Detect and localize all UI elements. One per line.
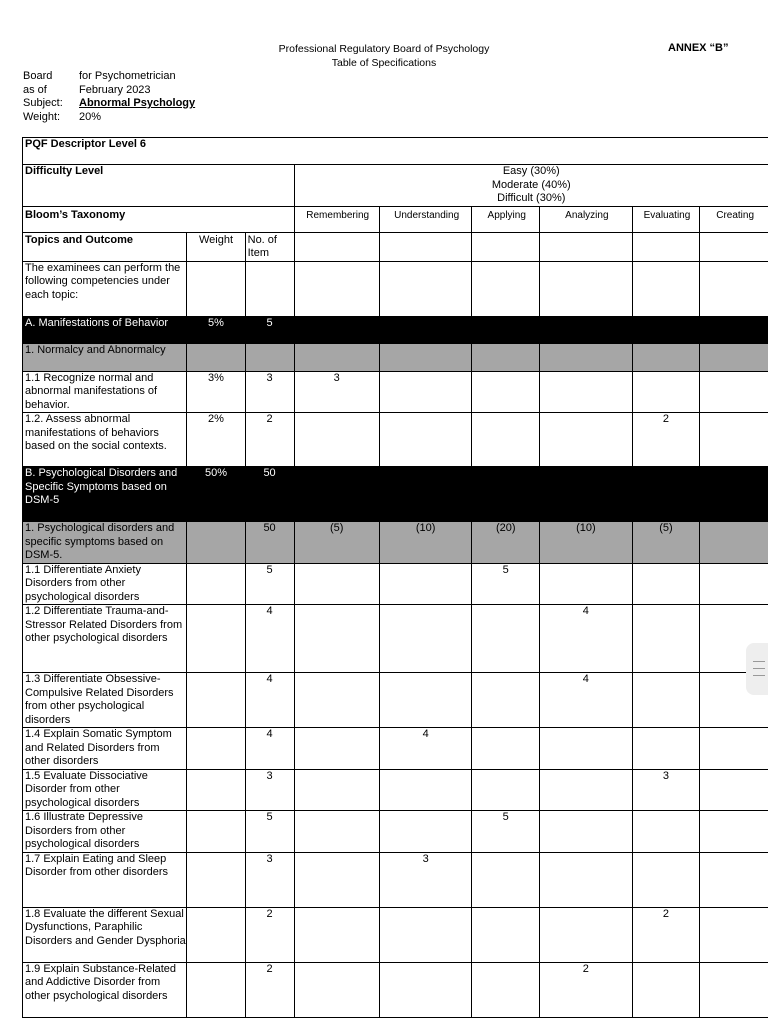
items-cell: 3: [245, 769, 294, 811]
pqf-descriptor: PQF Descriptor Level 6: [23, 138, 768, 165]
level-cell: [379, 907, 472, 962]
meta-key: Board: [23, 70, 53, 82]
table-row: [23, 605, 768, 673]
level-cell: [700, 962, 768, 1017]
level-cell: [700, 769, 768, 811]
topic-cell: B. Psychological Disorders and Specific Symptoms based on DSM-5: [23, 467, 187, 522]
items-cell: 4: [245, 605, 294, 673]
items-cell: 5: [245, 316, 294, 343]
topic-cell: 1.2 Differentiate Trauma-and-Stressor Related Disorders from other psychological disorders: [23, 605, 187, 673]
level-cell: [294, 316, 379, 343]
difficulty-label: Difficulty Level: [23, 165, 295, 207]
level-cell: [540, 343, 633, 371]
topic-cell: 1.7 Explain Eating and Sleep Disorder from other disorders: [23, 852, 187, 907]
topic-cell: 1.4 Explain Somatic Symptom and Related Disorders from other disorders: [23, 728, 187, 770]
level-cell: [700, 728, 768, 770]
items-cell: 2: [245, 962, 294, 1017]
level-cell: 5: [472, 563, 540, 605]
annex-label: ANNEX “B”: [668, 42, 729, 54]
level-cell: [632, 371, 700, 413]
items-cell: 5: [245, 811, 294, 853]
level-cell: [632, 343, 700, 371]
level-cell: [700, 467, 768, 522]
level-cell: [540, 467, 633, 522]
document-title: Table of Specifications: [331, 57, 437, 69]
topic-cell: 1. Psychological disorders and specific symptoms based on DSM-5.: [23, 522, 187, 564]
level-cell: [632, 563, 700, 605]
level-cell: [379, 413, 472, 467]
difficulty-difficult: Difficult (30%): [497, 192, 566, 204]
level-cell: [294, 907, 379, 962]
level-cell: 3: [632, 769, 700, 811]
level-cell: 4: [540, 605, 633, 673]
weight-cell: [187, 673, 245, 728]
weight-cell: 5%: [187, 316, 245, 343]
weight-cell: [187, 343, 245, 371]
level-cell: [540, 563, 633, 605]
level-cell: [472, 769, 540, 811]
level-understanding: Understanding: [379, 206, 472, 232]
level-cell: [632, 316, 700, 343]
meta-value: February 2023: [79, 83, 151, 96]
topic-cell: 1.2. Assess abnormal manifestations of behaviors based on the social contexts.: [23, 413, 187, 467]
level-cell: 5: [472, 811, 540, 853]
level-cell: [632, 962, 700, 1017]
level-cell: [379, 371, 472, 413]
level-cell: [472, 467, 540, 522]
table-row: [23, 728, 768, 770]
topics-header: Topics and Outcome: [23, 232, 187, 261]
meta-key: Subject:: [23, 97, 63, 109]
topic-cell: 1.6 Illustrate Depressive Disorders from other psychological disorders: [23, 811, 187, 853]
level-cell: [472, 852, 540, 907]
table-row: [23, 467, 768, 522]
level-cell: [700, 371, 768, 413]
level-cell: [700, 413, 768, 467]
level-cell: [472, 343, 540, 371]
items-cell: 3: [245, 371, 294, 413]
level-cell: [472, 907, 540, 962]
topic-cell: 1. Normalcy and Abnormalcy: [23, 343, 187, 371]
level-evaluating: Evaluating: [632, 206, 700, 232]
weight-cell: 2%: [187, 413, 245, 467]
level-cell: [700, 563, 768, 605]
level-cell: [540, 852, 633, 907]
weight-cell: [187, 811, 245, 853]
items-header: No. of Item: [245, 232, 294, 261]
level-cell: [294, 343, 379, 371]
difficulty-easy: Easy (30%): [502, 165, 560, 177]
level-cell: [632, 852, 700, 907]
weight-cell: [187, 852, 245, 907]
meta-value: for Psychometrician: [79, 70, 176, 82]
topic-cell: 1.1 Recognize normal and abnormal manifestations of behavior.: [23, 371, 187, 413]
items-cell: 4: [245, 673, 294, 728]
weight-header: Weight: [187, 232, 245, 261]
level-cell: [294, 811, 379, 853]
level-cell: [632, 467, 700, 522]
weight-cell: [187, 907, 245, 962]
level-cell: [294, 962, 379, 1017]
level-cell: [294, 852, 379, 907]
level-cell: [540, 413, 633, 467]
level-cell: [540, 728, 633, 770]
level-cell: [540, 316, 633, 343]
level-cell: [700, 343, 768, 371]
level-cell: [294, 563, 379, 605]
board-title: Professional Regulatory Board of Psychology: [278, 43, 490, 55]
items-cell: [245, 343, 294, 371]
level-cell: [700, 316, 768, 343]
level-cell: [294, 467, 379, 522]
level-cell: (10): [379, 522, 472, 564]
level-cell: (5): [294, 522, 379, 564]
level-cell: (5): [632, 522, 700, 564]
level-cell: [632, 605, 700, 673]
table-row: [23, 769, 768, 811]
level-cell: [294, 673, 379, 728]
level-cell: [294, 605, 379, 673]
level-cell: 3: [294, 371, 379, 413]
table-row: [23, 522, 768, 564]
items-cell: 50: [245, 467, 294, 522]
meta-key: as of: [23, 83, 47, 96]
topic-cell: 1.3 Differentiate Obsessive-Compulsive Related Disorders from other psychological disorders: [23, 673, 187, 728]
table-row: [23, 563, 768, 605]
table-row: [23, 673, 768, 728]
side-panel-handle[interactable]: [746, 643, 768, 695]
level-cell: [700, 852, 768, 907]
level-cell: [472, 371, 540, 413]
level-cell: [700, 522, 768, 564]
intro-text: The examinees can perform the following competencies under each topic:: [23, 261, 187, 316]
level-cell: 3: [379, 852, 472, 907]
level-cell: [379, 605, 472, 673]
level-cell: [540, 907, 633, 962]
level-cell: (20): [472, 522, 540, 564]
weight-cell: [187, 962, 245, 1017]
level-cell: [472, 962, 540, 1017]
level-creating: Creating: [700, 206, 768, 232]
level-cell: [379, 316, 472, 343]
meta-value: 20%: [79, 110, 102, 123]
table-row: [23, 852, 768, 907]
level-cell: [472, 728, 540, 770]
level-cell: [379, 769, 472, 811]
topic-cell: A. Manifestations of Behavior: [23, 316, 187, 343]
level-cell: 4: [540, 673, 633, 728]
table-row: [23, 343, 768, 371]
topic-cell: 1.5 Evaluate Dissociative Disorder from other psychological disorders: [23, 769, 187, 811]
weight-cell: [187, 769, 245, 811]
items-cell: 5: [245, 563, 294, 605]
level-cell: [379, 811, 472, 853]
meta-key: Weight:: [23, 110, 61, 123]
level-cell: [472, 413, 540, 467]
difficulty-moderate: Moderate (40%): [491, 178, 571, 191]
level-remembering: Remembering: [294, 206, 379, 232]
items-cell: 50: [245, 522, 294, 564]
subject-value: Abnormal Psychology: [79, 97, 196, 109]
level-cell: [379, 343, 472, 371]
level-cell: [632, 673, 700, 728]
level-cell: [294, 413, 379, 467]
level-cell: 2: [632, 413, 700, 467]
table-row: [23, 413, 768, 467]
table-row: [23, 962, 768, 1017]
level-cell: [294, 728, 379, 770]
level-analyzing: Analyzing: [540, 206, 633, 232]
level-cell: [700, 811, 768, 853]
topic-cell: 1.1 Differentiate Anxiety Disorders from other psychological disorders: [23, 563, 187, 605]
level-applying: Applying: [472, 206, 540, 232]
items-cell: 2: [245, 413, 294, 467]
table-row: [23, 907, 768, 962]
level-cell: [540, 811, 633, 853]
level-cell: [472, 316, 540, 343]
items-cell: 3: [245, 852, 294, 907]
difficulty-levels: [294, 165, 768, 207]
table-row: [23, 811, 768, 853]
weight-cell: 50%: [187, 467, 245, 522]
level-cell: [379, 467, 472, 522]
topic-cell: 1.9 Explain Substance-Related and Addictive Disorder from other psychological disorders: [23, 962, 187, 1017]
items-cell: 4: [245, 728, 294, 770]
level-cell: [294, 769, 379, 811]
level-cell: [379, 563, 472, 605]
weight-cell: [187, 605, 245, 673]
level-cell: 4: [379, 728, 472, 770]
level-cell: [379, 962, 472, 1017]
level-cell: [472, 605, 540, 673]
weight-cell: [187, 563, 245, 605]
specifications-table: [22, 137, 768, 1018]
level-cell: [540, 371, 633, 413]
level-cell: [632, 811, 700, 853]
level-cell: [472, 673, 540, 728]
table-row: [23, 316, 768, 343]
level-cell: 2: [540, 962, 633, 1017]
level-cell: [540, 769, 633, 811]
topic-cell: 1.8 Evaluate the different Sexual Dysfunctions, Paraphilic Disorders and Gender Dysphoria: [23, 907, 187, 962]
weight-cell: [187, 728, 245, 770]
level-cell: [632, 728, 700, 770]
level-cell: [700, 907, 768, 962]
weight-cell: [187, 522, 245, 564]
items-cell: 2: [245, 907, 294, 962]
table-row: [23, 371, 768, 413]
document-meta: [23, 70, 195, 124]
level-cell: [379, 673, 472, 728]
weight-cell: 3%: [187, 371, 245, 413]
level-cell: (10): [540, 522, 633, 564]
blooms-label: Bloom’s Taxonomy: [23, 206, 295, 232]
level-cell: 2: [632, 907, 700, 962]
